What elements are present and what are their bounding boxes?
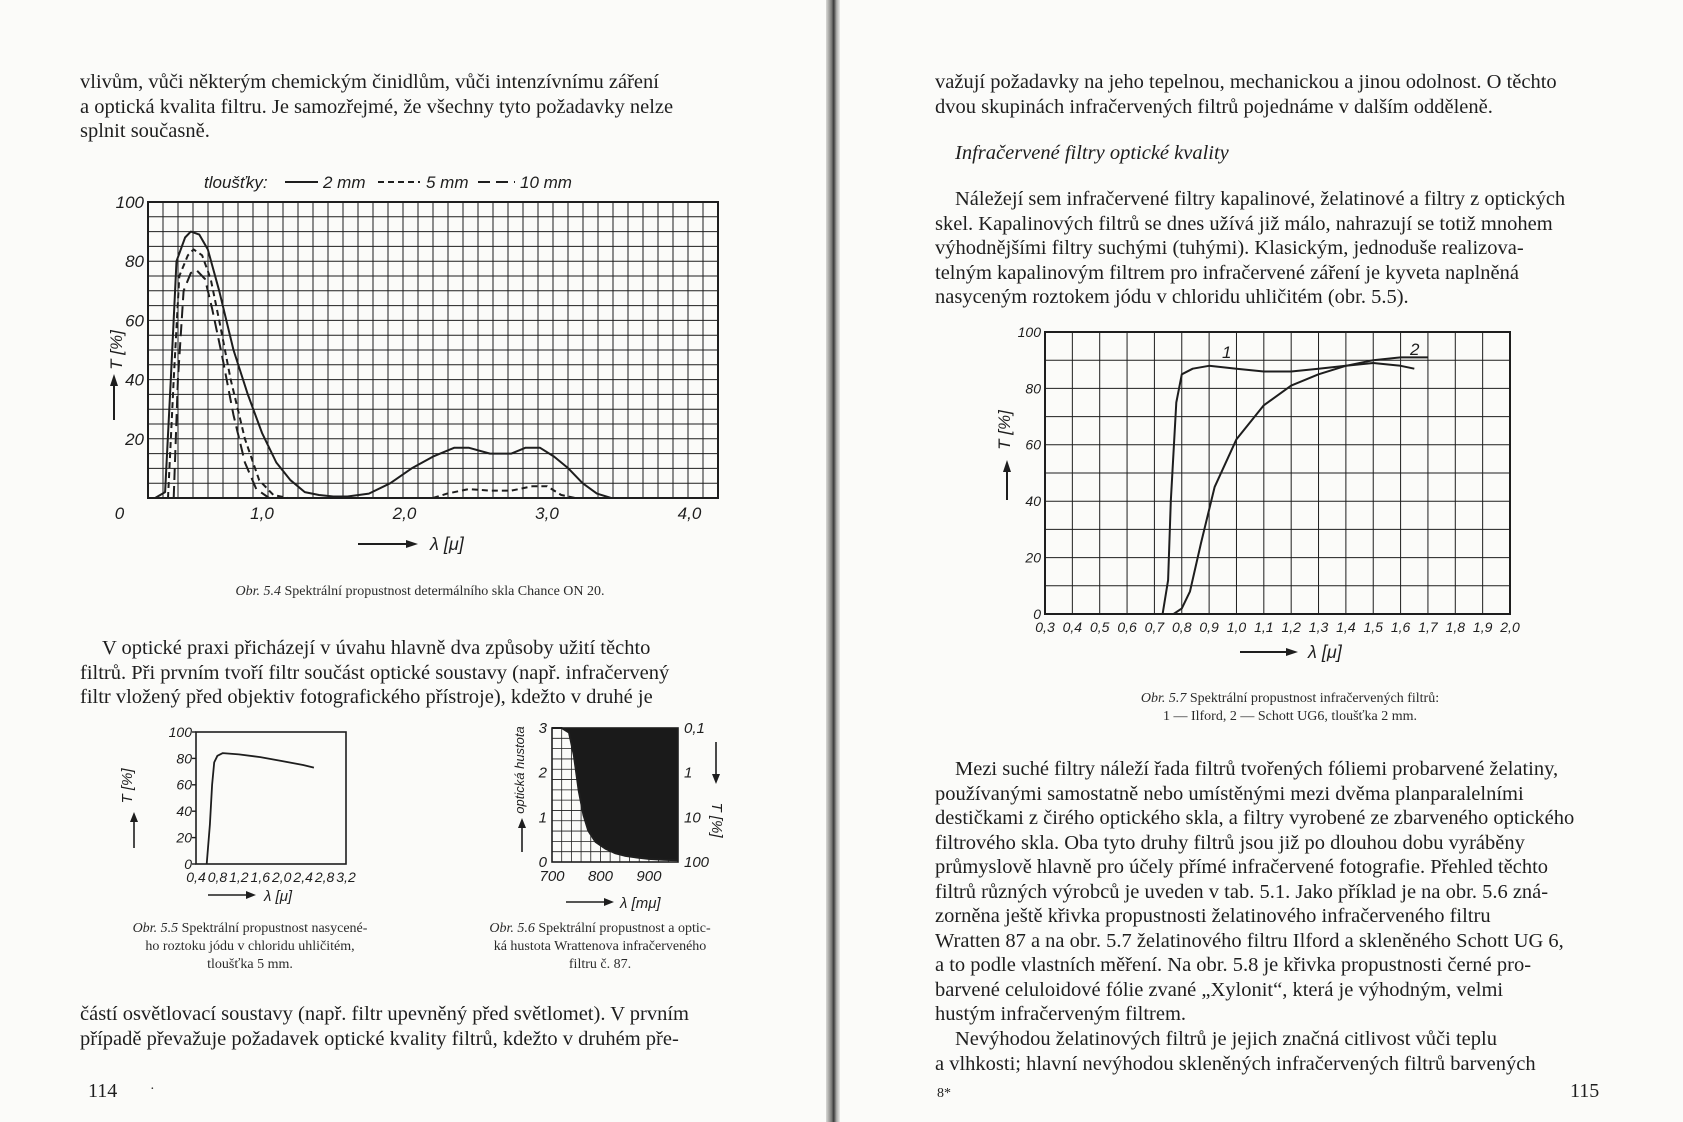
legend-entry-10mm: 10 mm (520, 173, 572, 192)
text-line: Náležejí sem infračervené filtry kapalinové, želatinové a filtry z optických (955, 188, 1566, 210)
x-tick-labels (186, 869, 356, 885)
text-line: destičkami z čirého optického skla, a filtry vyrobené ze zbarveného optického (935, 807, 1575, 829)
text-line: filtrů. Při prvním tvoří filtr součást optické soustavy (např. infračervený (80, 661, 670, 684)
y-tick-label: 80 (1025, 380, 1041, 397)
x-tick-label: 1,0 (250, 504, 274, 523)
text-line: a optická kvalita filtru. Je samozřejmé, že všechny tyto požadavky nelze (80, 95, 674, 118)
y-axis-label-left: optická hustota (512, 726, 527, 814)
x-tick-labels (539, 868, 662, 885)
x-tick-label: 0,6 (1117, 619, 1137, 635)
arrow-head (246, 891, 256, 899)
text-line: používanými samostatně nebo umístěnými mezi dvěma planparalelními (935, 782, 1524, 805)
x-tick-label: 1,2 (229, 869, 249, 885)
x-tick-label: 1,7 (1418, 619, 1438, 635)
x-tick-label: 0,4 (186, 869, 206, 885)
text-line: hustým infračerveným filtrem. (935, 1003, 1187, 1025)
x-tick-labels (1035, 619, 1520, 635)
figure-5-7-chart (990, 320, 1550, 665)
caption-line: ho roztoku jódu v chloridu uhličitém, (145, 939, 355, 954)
y-tick-label: 60 (176, 776, 192, 793)
y-tick-label-left: 3 (538, 720, 547, 737)
series-label-2: 2 (1410, 340, 1420, 359)
y-tick-label: 100 (168, 723, 192, 740)
figure-5-7-caption (1010, 690, 1570, 726)
x-tick-label: 1,6 (250, 869, 271, 885)
x-tick-label: 0,3 (1035, 619, 1055, 635)
caption-text: Spektrální propustnost a optic- (538, 921, 711, 936)
left-paragraph-1 (80, 70, 720, 144)
right-page-number: 115 (1570, 1080, 1600, 1102)
x-tick-label: 1,0 (1226, 619, 1247, 635)
arrow-head (712, 774, 720, 784)
legend-entry-5mm: 5 mm (426, 173, 469, 192)
y-tick-labels-left (538, 720, 548, 871)
y-axis-label-right: T [%] (708, 802, 725, 838)
text-line: výhodnějšími filtry suchými (tuhými). Klasickým, jednoduše realizova- (935, 237, 1524, 259)
text-line: V optické praxi přicházejí v úvahu hlavně dva způsoby užití těchto (102, 637, 651, 659)
y-tick-label: 40 (176, 803, 192, 820)
x-tick-label: 1,2 (1281, 619, 1301, 635)
x-tick-label: 1,3 (1308, 619, 1329, 635)
x-tick-label: 0,5 (1089, 619, 1110, 635)
figure-5-4-caption (110, 583, 730, 601)
arrow-head (110, 374, 118, 386)
x-axis-label: λ [μ] (1308, 642, 1342, 662)
y-tick-label: 20 (1025, 549, 1041, 566)
x-tick-label: 700 (539, 868, 565, 885)
x-tick-label: 0,4 (1062, 619, 1083, 635)
series-line (1174, 357, 1428, 614)
x-tick-label: 2,0 (1500, 619, 1520, 635)
arrow-head (518, 818, 526, 828)
text-line: Nevýhodou želatinových filtrů je jejich značná citlivost vůči teplu (955, 1028, 1497, 1050)
x-axis-label: λ [μ] (430, 534, 464, 554)
y-tick-label-left: 2 (538, 764, 547, 782)
text-line: průmyslově hlavně pro účely přímé infračervené fotografie. Přehled těchto (935, 856, 1549, 878)
x-tick-label: 1,9 (1472, 619, 1493, 635)
caption-label: Obr. 5.6 (489, 921, 535, 936)
x-tick-label: 1,1 (1254, 619, 1274, 635)
plot-frame (196, 732, 346, 864)
right-paragraph-3 (935, 757, 1615, 1027)
x-tick-label: 800 (587, 868, 613, 885)
text-line: a vlhkosti; hlavní nevýhodou skleněných infračervených filtrů barvených (935, 1052, 1536, 1075)
legend-title: tloušťky: (204, 173, 268, 192)
x-tick-label: 1,6 (1390, 619, 1411, 635)
series-line (433, 486, 576, 498)
left-page-number: 114 (88, 1080, 118, 1102)
arrow-head (130, 812, 138, 822)
caption-label: Obr. 5.5 (132, 921, 179, 936)
y-axis-label: T [%] (107, 330, 126, 370)
y-tick-label: 20 (125, 429, 144, 449)
y-tick-label-right: 100 (684, 854, 710, 871)
x-axis-label: λ [mμ] (620, 895, 661, 912)
x-tick-label: 4,0 (677, 504, 702, 523)
text-line: zorněna ještě křivka propustnosti želatinového infračerveného filtru (935, 905, 1491, 927)
arrow-head (604, 898, 614, 906)
caption-line: ká hustota Wrattenova infračerveného (493, 939, 707, 954)
text-line: filtrového skla. Oba tyto druhy filtrů jsou již po dlouhou dobu vyráběny (935, 831, 1525, 854)
text-line: případě převažuje požadavek optické kvality filtrů, kdežto v druhém pře- (80, 1027, 679, 1050)
signature-mark: 8* (937, 1086, 951, 1101)
y-tick-label: 100 (115, 192, 144, 212)
left-paragraph-2 (80, 636, 720, 710)
right-paragraph-2 (935, 187, 1615, 310)
x-tick-label: 0,7 (1144, 619, 1165, 635)
text-line: važují požadavky na jeho tepelnou, mechanickou a jinou odolnost. O těchto (935, 71, 1557, 93)
y-axis-label: T [%] (995, 410, 1014, 450)
data-series (1163, 357, 1428, 614)
y-tick-label: 20 (176, 829, 192, 846)
x-tick-label: 0,9 (1199, 619, 1219, 635)
text-line: splnit současně. (80, 120, 210, 142)
caption-line (435, 920, 765, 938)
text-line: a to podle vlastních měření. Na obr. 5.8 je křivka propustnosti černé pro- (935, 954, 1532, 976)
y-tick-labels-right (684, 720, 710, 871)
y-tick-label: 40 (125, 370, 144, 390)
figure-5-6-chart (510, 712, 730, 912)
y-tick-labels (169, 724, 196, 872)
y-tick-label: 0 (1033, 605, 1041, 622)
legend-entry-2mm: 2 mm (323, 173, 366, 192)
y-tick-label-left: 0 (538, 854, 547, 871)
figure-5-6-caption (435, 920, 765, 974)
section-heading: Infračervené filtry optické kvality (955, 142, 1229, 164)
series-line (168, 249, 288, 498)
arrow-head (1003, 460, 1011, 472)
text-line: vlivům, vůči některým chemickým činidlům, vůči intenzívnímu záření (80, 71, 659, 93)
figure-5-5-caption (80, 920, 420, 974)
x-tick-label: 1,8 (1445, 619, 1466, 635)
y-tick-labels (116, 193, 145, 449)
caption-label: Obr. 5.7 (1140, 691, 1187, 706)
x-tick-label: 3,2 (336, 869, 356, 885)
x-tick-label: 3,0 (535, 504, 559, 523)
data-series (552, 728, 678, 860)
book-gutter (826, 0, 840, 1122)
x-tick-label: 2,4 (293, 869, 313, 885)
y-tick-label-right: 10 (684, 809, 701, 827)
text-line: skel. Kapalinových filtrů se dnes užívá již málo, nahrazují se totiž mnohem (935, 212, 1553, 235)
caption-line (80, 920, 420, 938)
caption-line (1010, 690, 1570, 708)
y-tick-labels (1018, 324, 1042, 622)
x-axis-label: λ [μ] (264, 888, 293, 905)
series-area (552, 728, 678, 860)
x-tick-label: 900 (636, 868, 662, 885)
text-line: dvou skupinách infračervených filtrů pojednáme v dalším odděleně. (935, 95, 1493, 118)
arrow-head (406, 540, 418, 548)
y-tick-label-right: 0,1 (684, 720, 705, 737)
x-tick-label: 2,0 (271, 869, 292, 885)
x-tick-label: 0,8 (1172, 619, 1192, 635)
y-tick-label: 40 (1025, 493, 1041, 510)
y-tick-label: 100 (1017, 323, 1041, 340)
arrow-head (1286, 648, 1298, 656)
y-tick-label: 80 (125, 252, 144, 272)
y-tick-label: 0 (184, 855, 192, 872)
text-line: Mezi suché filtry náleží řada filtrů tvořených fóliemi probarvené želatiny, (955, 758, 1559, 780)
y-tick-label-right: 1 (684, 764, 693, 782)
y-tick-label: 60 (125, 311, 144, 331)
x-tick-label: 1,4 (1336, 619, 1356, 635)
series-label-1: 1 (1222, 343, 1232, 362)
x-tick-label: 1,5 (1363, 619, 1383, 635)
y-tick-label: 80 (176, 750, 192, 767)
x-tick-label: 2,8 (314, 869, 335, 885)
text-line: filtrů různých výrobců je uveden v tab. 5.1. Jako příklad je na obr. 5.6 zná- (935, 880, 1549, 903)
text-line: telným kapalinovým filtrem pro infračervené záření je kyveta naplněná (935, 261, 1519, 284)
caption-text: Spektrální propustnost infračervených filtrů: (1189, 691, 1440, 706)
figure-5-4-chart (100, 160, 740, 580)
text-line: barvené celuloidové fólie zvané „Xylonit“, která je výhodným, velmi (935, 978, 1504, 1001)
series-line (1163, 363, 1415, 614)
right-paragraph-1 (935, 70, 1615, 119)
x-tick-label: 2,0 (392, 504, 417, 523)
caption-text: Spektrální propustnost nasycené- (181, 921, 368, 936)
caption-line: tloušťka 5 mm. (207, 957, 293, 972)
grid-lines (1045, 332, 1510, 614)
caption-label: Obr. 5.4 (235, 584, 281, 599)
series-line (174, 270, 269, 498)
x-tick-labels (115, 504, 702, 523)
x-tick-label: 0 (114, 504, 125, 523)
figure-5-5-chart (120, 720, 380, 910)
y-axis-label: T [%] (119, 768, 136, 804)
series-line (207, 753, 314, 864)
data-series (207, 753, 314, 864)
text-line: částí osvětlovací soustavy (např. filtr upevněný před světlomet). V prvním (80, 1003, 689, 1025)
text-line: nasyceným roztokem jódu v chloridu uhličitém (obr. 5.5). (935, 286, 1409, 308)
left-page-mark: · (150, 1082, 155, 1097)
text-line: Wratten 87 a na obr. 5.7 želatinového filtru Ilford a skleněného Schott UG 6, (935, 929, 1564, 952)
y-tick-label: 60 (1025, 436, 1041, 453)
right-paragraph-4 (935, 1027, 1615, 1076)
x-tick-label: 0,8 (207, 869, 228, 885)
y-tick-label-left: 1 (538, 809, 547, 827)
caption-line: 1 — Ilford, 2 — Schott UG6, tloušťka 2 mm. (1162, 709, 1418, 724)
caption-line: filtru č. 87. (568, 957, 632, 972)
left-paragraph-3 (80, 1002, 720, 1051)
text-line: filtr vložený před objektiv fotografického přístroje), kdežto v druhé je (80, 686, 653, 708)
caption-text: Spektrální propustnost determálního skla Chance ON 20. (284, 584, 605, 599)
